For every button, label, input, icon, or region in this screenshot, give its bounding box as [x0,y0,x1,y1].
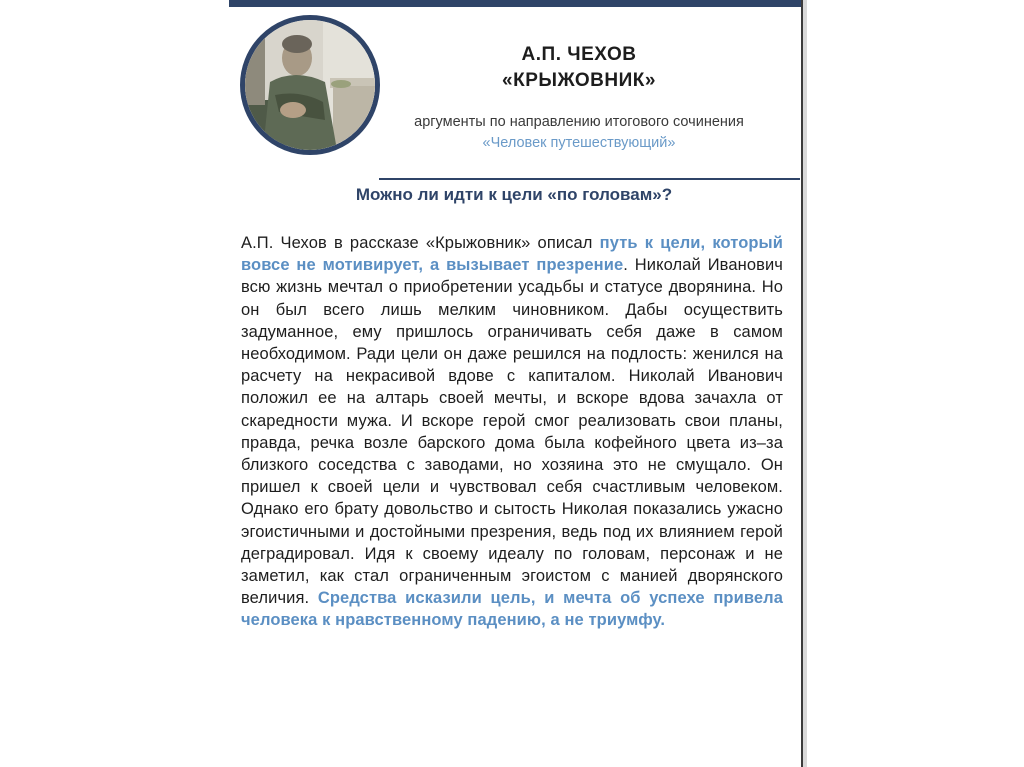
paragraph-intro: А.П. Чехов в рассказе «Крыжовник» описал [241,234,600,252]
highlight-thesis: путь к цели, который вовсе не мотивирует, а вызывает презрение [241,234,783,275]
argument-paragraph [241,232,783,632]
work-title: «КРЫЖОВНИК» [502,70,656,91]
author-name: А.П. ЧЕХОВ [521,44,637,65]
subtitle-direction: «Человек путешествующий» [482,135,676,151]
paragraph-main: . Николай Иванович всю жизнь мечтал о приобретении усадьбы и статусе дворянина. Но он был всего лишь мелким чиновником. Дабы осуществить задуманное, ему пришлось ограничивать себя даже в самом необходимом. Ради цели он даже решился на подлость: женился на расчету на некрасивой вдове с капиталом. Николай Иванович положил ее на алтарь своей мечты, и вскоре вдова зачахла от скаредности мужа. И вскоре герой смог реализовать свои планы, правда, речка возле барского дома была кофейного цвета из–за близкого соседства с заводами, но хозяина это не смущало. Он пришел к своей цели и чувствовал себя счастливым человеком. Однако его брату довольство и сытость Николая показались ужасно эгоистичными и достойными презрения, ведь под их влиянием герой деградировал. Идя к своему идеалу по головам, персонаж и не заметил, как стал ограниченным эгоистом с манией дворянского величия. [241,256,783,608]
question-heading: Можно ли идти к цели «по головам»? [355,185,673,204]
subtitle-text: аргументы по направлению итогового сочинения [414,114,744,130]
document-page [229,0,803,767]
highlight-conclusion: Средства исказили цель, и мечта об успехе привела человека к нравственному падению, а не триумфу. [241,589,783,630]
chekhov-portrait [240,15,380,155]
top-rule [229,0,803,7]
portrait-illustration [245,20,375,150]
page-edge-shadow [803,0,807,767]
document-title [429,42,729,94]
header-divider [379,178,800,180]
document-subtitle [409,112,749,154]
